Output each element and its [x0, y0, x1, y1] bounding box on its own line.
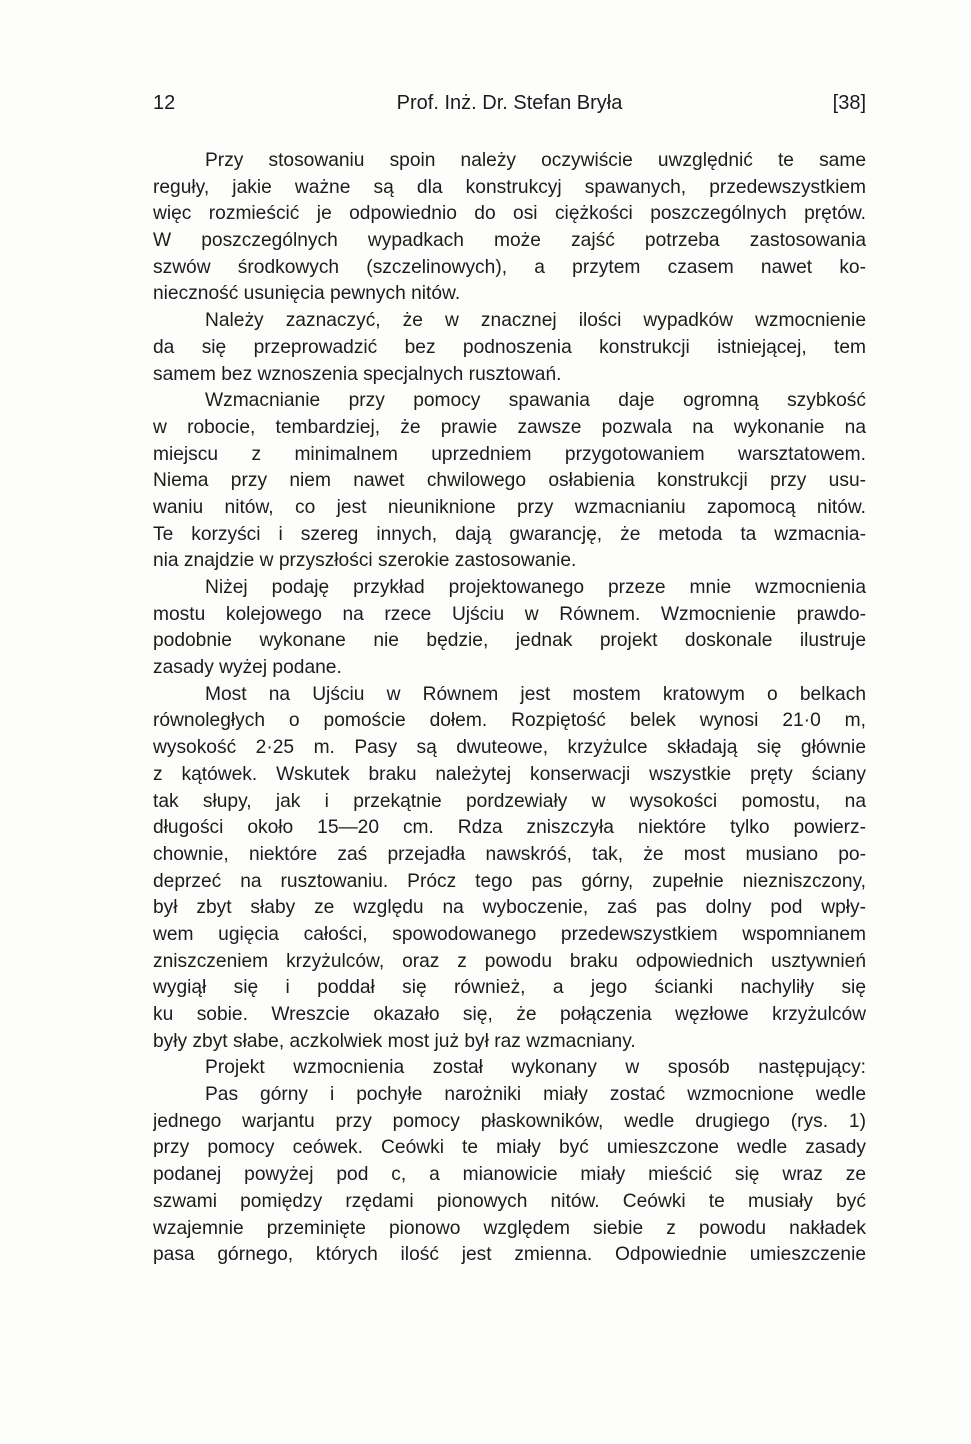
- text-line: jednego warjantu przy pomocy płaskowników, wedle drugiego (rys. 1): [153, 1110, 866, 1132]
- text-line: deprzeć na rusztowaniu. Prócz tego pas górny, zupełnie niezniszczony,: [153, 870, 866, 892]
- body-text: [153, 148, 866, 1269]
- text-line: reguły, jakie ważne są dla konstrukcyj spawanych, przedewszystkiem: [153, 176, 866, 198]
- text-line: Należy zaznaczyć, że w znacznej ilości wypadków wzmocnienie: [205, 310, 866, 332]
- text-line: z kątówek. Wskutek braku należytej konserwacji wszystkie pręty ściany: [153, 763, 866, 785]
- text-line: zniszczeniem krzyżulców, oraz z powodu braku odpowiednich usztywnień: [153, 950, 866, 972]
- text-line: szwów środkowych (szczelinowych), a przytem czasem nawet ko-: [153, 256, 866, 278]
- text-line: wem ugięcia całości, spowodowanego przedewszystkiem wspomnianem: [153, 923, 866, 945]
- text-line: podobnie wykonane nie będzie, jednak projekt doskonale ilustruje: [153, 630, 866, 652]
- text-line: nieczność usunięcia pewnych nitów.: [153, 283, 461, 305]
- text-line: podanej powyżej pod c, a mianowicie miały mieścić się wraz ze: [153, 1164, 866, 1186]
- text-line: Te korzyści i szereg innych, dają gwarancję, że metoda ta wzmacnia-: [153, 523, 866, 545]
- text-line: wzajemnie przeminięte pionowo względem siebie z powodu nakładek: [153, 1217, 866, 1239]
- text-line: Niema przy niem nawet chwilowego osłabienia konstrukcji przy usu-: [153, 470, 866, 492]
- text-line: samem bez wznoszenia specjalnych rusztowań.: [153, 363, 562, 385]
- text-line: ku sobie. Wreszcie okazało się, że połączenia węzłowe krzyżulców: [153, 1004, 866, 1025]
- text-line: tak słupy, jak i przekątnie pordzewiały w wysokości pomostu, na: [153, 790, 866, 812]
- text-line: zasady wyżej podane.: [153, 657, 342, 679]
- text-line: Wzmacnianie przy pomocy spawania daje ogromną szybkość: [205, 390, 866, 412]
- text-line: chownie, niektóre zaś przejadła nawskróś, tak, że most musiano po-: [153, 843, 866, 865]
- text-line: Most na Ujściu w Równem jest mostem kratowym o belkach: [205, 683, 866, 705]
- section-reference: [38]: [832, 92, 866, 114]
- text-line: wygiął się i poddał się również, a jego ścianki nachyliły się: [153, 977, 866, 999]
- text-line: W poszczególnych wypadkach może zajść potrzeba zastosowania: [153, 230, 866, 252]
- text-line: Niżej podaję przykład projektowanego przeze mnie wzmocnienia: [205, 577, 866, 598]
- text-line: Pas górny i pochyłe narożniki miały zostać wzmocnione wedle: [205, 1084, 866, 1106]
- text-line: pasa górnego, których ilość jest zmienna. Odpowiednie umieszczenie: [153, 1244, 866, 1266]
- page-header: [153, 92, 866, 122]
- text-line: miejscu z minimalnem uprzedniem przygotowaniem warsztatowem.: [153, 443, 866, 465]
- text-line: szwami pomiędzy rzędami pionowych nitów. Ceówki te musiały być: [153, 1190, 866, 1212]
- text-line: były zbyt słabe, aczkolwiek most już był raz wzmacniany.: [153, 1030, 636, 1052]
- text-line: więc rozmieścić je odpowiednio do osi ciężkości poszczególnych prętów.: [153, 203, 866, 225]
- text-line: w robocie, tembardziej, że prawie zawsze pozwala na wykonanie na: [153, 416, 866, 438]
- text-line: nia znajdzie w przyszłości szerokie zastosowanie.: [153, 550, 577, 572]
- text-line: przy pomocy ceówek. Ceówki te miały być umieszczone wedle zasady: [153, 1137, 866, 1159]
- text-line: waniu nitów, co jest nieuniknione przy wzmacnianiu zapomocą nitów.: [153, 496, 866, 518]
- text-line: równoległych o pomoście dołem. Rozpiętość belek wynosi 21·0 m,: [153, 710, 866, 732]
- text-line: wysokość 2·25 m. Pasy są dwuteowe, krzyżulce składają się głównie: [153, 737, 866, 759]
- text-line: Przy stosowaniu spoin należy oczywiście uwzględnić te same: [205, 150, 866, 171]
- text-line: mostu kolejowego na rzece Ujściu w Równem. Wzmocnienie prawdo-: [153, 603, 866, 625]
- page-number: 12: [153, 92, 176, 114]
- text-line: da się przeprowadzić bez podnoszenia konstrukcji istniejącej, tem: [153, 336, 866, 358]
- text-line: Projekt wzmocnienia został wykonany w sposób następujący:: [205, 1057, 866, 1079]
- running-head: Prof. Inż. Dr. Stefan Bryła: [396, 92, 623, 114]
- text-line: był zbyt słaby ze względu na wyboczenie, zaś pas dolny pod wpły-: [153, 897, 866, 919]
- text-line: długości około 15—20 cm. Rdza zniszczyła niektóre tylko powierz-: [153, 817, 866, 839]
